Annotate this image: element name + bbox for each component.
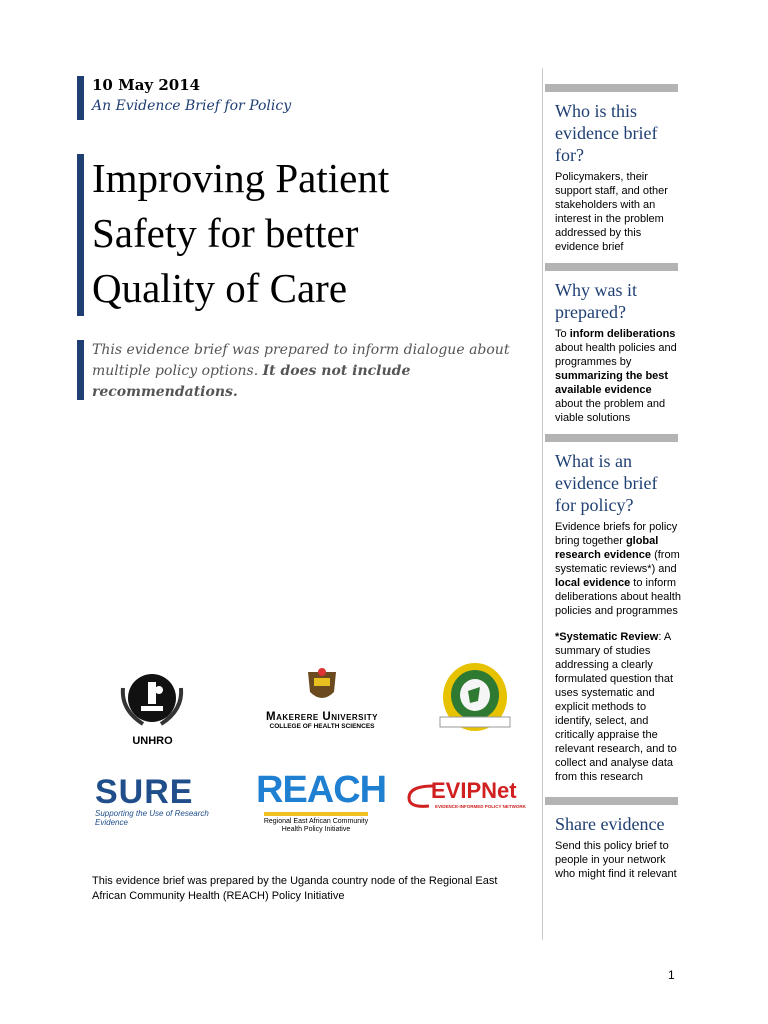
sidebar-section-who — [550, 84, 678, 254]
date: 10 May 2014 — [92, 76, 201, 94]
makerere-logo — [248, 668, 396, 733]
section-bar — [545, 263, 678, 271]
evipnet-name: EVIPNet — [431, 778, 517, 803]
title-line-1: Improving Patient — [92, 155, 390, 201]
section-body: To inform deliberations about health policies and programmes by summarizing the best available evidence about the problem and viable solutions — [555, 328, 677, 424]
reach-stripe — [264, 812, 368, 816]
sure-name: SURE — [95, 773, 194, 811]
sidebar-divider — [542, 68, 543, 940]
accent-bar-intro — [77, 340, 84, 400]
evipnet-sub: EVIDENCE-INFORMED POLICY NETWORK — [435, 804, 526, 809]
sidebar-section-why — [550, 263, 678, 425]
sure-logo — [95, 775, 215, 825]
intro-regular: This evidence brief was prepared to inform dialogue about multiple policy options. — [92, 342, 510, 379]
systematic-review-note: *Systematic Review: A summary of studies addressing a clearly formulated question that uses systematic and explicit methods to identify, select, and critically appraise the relevant research, and to collect and analyse data from this research — [555, 631, 677, 783]
reach-name: REACH — [256, 769, 387, 811]
section-bar — [545, 797, 678, 805]
reach-sub-2: Health Policy Initiative — [281, 826, 351, 833]
makerere-sub: COLLEGE OF HEALTH SCIENCES — [269, 723, 375, 730]
makerere-crest-icon — [302, 668, 342, 706]
unhro-emblem-icon — [115, 668, 190, 730]
evipnet-logo — [405, 778, 535, 818]
eac-logo — [434, 661, 516, 737]
unhro-label: UNHRO — [132, 735, 173, 747]
section-bar — [545, 84, 678, 92]
title-line-3: Quality of Care — [92, 265, 348, 311]
makerere-name: Makerere University — [266, 711, 378, 723]
sidebar-section-share — [550, 797, 678, 881]
title-line-2: Safety for better — [92, 210, 359, 256]
subtitle: An Evidence Brief for Policy — [92, 98, 292, 114]
intro-text — [92, 340, 512, 403]
page-number: 1 — [668, 968, 675, 982]
unhro-logo — [115, 668, 190, 748]
sidebar-section-what — [550, 434, 681, 784]
accent-bar-header — [77, 76, 84, 120]
sure-tagline: Supporting the Use of Research Evidence — [95, 809, 209, 827]
reach-logo — [256, 769, 387, 836]
page-title — [92, 151, 512, 316]
section-bar — [545, 434, 678, 442]
eac-emblem-icon — [434, 661, 516, 737]
section-body: Policymakers, their support staff, and other stakeholders with an interest in the problem addressed by this evidence brief — [555, 171, 668, 253]
accent-bar-title — [77, 154, 84, 316]
section-heading: Who is this evidence brief for? — [555, 101, 658, 165]
reach-sub-1: Regional East African Community — [263, 818, 369, 825]
section-heading: Why was it prepared? — [555, 280, 637, 322]
section-heading: What is an evidence brief for policy? — [555, 451, 658, 515]
footer-note: This evidence brief was prepared by the Uganda country node of the Regional East African Community Health (REACH) Policy Initiative — [92, 875, 498, 902]
section-heading: Share evidence — [555, 814, 665, 834]
intro-bold: It does not include recommendations. — [92, 363, 411, 400]
section-body: Evidence briefs for policy bring together global research evidence (from systematic reviews*) and local evidence to inform deliberations about health policies and programmes — [555, 521, 681, 617]
section-body: Send this policy brief to people in your network who might find it relevant — [555, 840, 677, 880]
